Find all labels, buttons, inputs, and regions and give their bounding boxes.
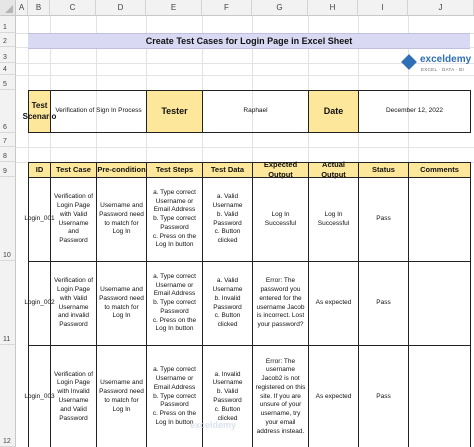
row-header-3[interactable]: [0, 47, 16, 63]
row-header-9[interactable]: [0, 162, 16, 177]
row-header-10[interactable]: [0, 177, 16, 261]
col-header-g[interactable]: G: [252, 0, 308, 16]
row-header-7[interactable]: [0, 133, 16, 147]
table-cell-status[interactable]: Pass: [358, 261, 409, 346]
row-number: 3: [3, 54, 7, 61]
exceldemy-logo-icon: [401, 54, 417, 70]
col-header-f[interactable]: F: [202, 0, 252, 16]
gridline: [16, 147, 474, 148]
header-comments[interactable]: Comments: [408, 162, 471, 178]
row-number: 10: [3, 252, 11, 259]
row-header-8[interactable]: [0, 147, 16, 162]
row-number: 11: [3, 336, 11, 343]
table-cell-actual[interactable]: Log In Successful: [308, 177, 359, 262]
table-cell-expected[interactable]: Error: The username Jacob2 is not registered on this site. If you are unsure of your username, try your email address instead.: [252, 345, 309, 447]
row-number: 1: [3, 24, 7, 31]
header-precondition[interactable]: Pre-condition: [96, 162, 147, 178]
header-expected-output[interactable]: Expected Output: [252, 162, 309, 178]
header-status[interactable]: Status: [358, 162, 409, 178]
table-cell-test-case[interactable]: Verification of Login Page with Invalid Username and Valid Password: [50, 345, 97, 447]
table-cell-id[interactable]: Login_003: [28, 345, 51, 447]
table-cell-steps[interactable]: a. Type correct Username or Email Address b. Type correct Password c. Press on the Log In button: [146, 177, 203, 262]
row-header-2[interactable]: [0, 33, 16, 47]
col-header-d[interactable]: D: [96, 0, 146, 16]
watermark: exceldemy: [190, 420, 237, 430]
row-header-12[interactable]: [0, 345, 16, 447]
table-cell-status[interactable]: Pass: [358, 177, 409, 262]
table-cell-steps[interactable]: a. Type correct Username or Email Address b. Type correct Password c. Press on the Log In button: [146, 345, 203, 447]
header-actual-output[interactable]: Actual Output: [308, 162, 359, 178]
row-number: 9: [3, 168, 7, 175]
table-cell-comments[interactable]: [408, 177, 471, 262]
table-cell-test-case[interactable]: Verification of Login Page with Valid Username and invalid Password: [50, 261, 97, 346]
table-cell-precondition[interactable]: Username and Password need to match for Log In: [96, 345, 147, 447]
row-header-11[interactable]: [0, 261, 16, 345]
col-header-a[interactable]: A: [16, 0, 28, 16]
table-cell-data[interactable]: a. Invalid Username b. Valid Password c. Button clicked: [202, 345, 253, 447]
table-cell-expected[interactable]: Error: The password you entered for the username Jacob is incorrect. Lost your password?: [252, 261, 309, 346]
row-number: 6: [3, 124, 7, 131]
tester-label[interactable]: Tester: [146, 90, 203, 133]
table-cell-comments[interactable]: [408, 345, 471, 447]
row-header-5[interactable]: [0, 75, 16, 90]
row-number: 12: [3, 438, 11, 445]
date-label[interactable]: Date: [308, 90, 359, 133]
table-cell-status[interactable]: Pass: [358, 345, 409, 447]
col-header-c[interactable]: C: [50, 0, 96, 16]
row-number: 8: [3, 153, 7, 160]
header-test-case[interactable]: Test Case: [50, 162, 97, 178]
table-cell-data[interactable]: a. Valid Username b. Valid Password c. Button clicked: [202, 177, 253, 262]
table-cell-id[interactable]: Login_002: [28, 261, 51, 346]
table-cell-precondition[interactable]: Username and Password need to match for Log In: [96, 261, 147, 346]
logo-tagline: EXCEL · DATA · BI: [421, 67, 465, 72]
row-header-6[interactable]: [0, 90, 16, 133]
table-cell-steps[interactable]: a. Type correct Username or Email Address b. Type correct Password c. Press on the Log In button: [146, 261, 203, 346]
tester-value[interactable]: Raphael: [202, 90, 309, 133]
col-header-b[interactable]: B: [28, 0, 50, 16]
row-number: 7: [3, 138, 7, 145]
header-test-data[interactable]: Test Data: [202, 162, 253, 178]
col-header-h[interactable]: H: [308, 0, 358, 16]
header-test-steps[interactable]: Test Steps: [146, 162, 203, 178]
col-header-e[interactable]: E: [146, 0, 202, 16]
select-all-corner[interactable]: [0, 0, 16, 16]
date-value[interactable]: December 12, 2022: [358, 90, 471, 133]
table-cell-expected[interactable]: Log In Successful: [252, 177, 309, 262]
exceldemy-logo: [402, 52, 472, 76]
row-header-4[interactable]: [0, 63, 16, 75]
table-cell-id[interactable]: Login_001: [28, 177, 51, 262]
col-header-i[interactable]: I: [358, 0, 408, 16]
row-number: 4: [3, 66, 7, 73]
table-cell-actual[interactable]: As expected: [308, 345, 359, 447]
header-id[interactable]: ID: [28, 162, 51, 178]
scenario-label[interactable]: Test Scenario: [28, 90, 51, 133]
logo-name: exceldemy: [420, 54, 472, 65]
table-cell-comments[interactable]: [408, 261, 471, 346]
sheet-title[interactable]: Create Test Cases for Login Page in Excel Sheet: [28, 33, 470, 49]
table-cell-precondition[interactable]: Username and Password need to match for Log In: [96, 177, 147, 262]
scenario-value[interactable]: Verification of Sign In Process: [50, 90, 147, 133]
row-header-1[interactable]: [0, 16, 16, 33]
row-number: 5: [3, 81, 7, 88]
table-cell-test-case[interactable]: Verification of Login Page with Valid Username and Password: [50, 177, 97, 262]
table-cell-actual[interactable]: As expected: [308, 261, 359, 346]
row-number: 2: [3, 38, 7, 45]
table-cell-data[interactable]: a. Valid Username b. Invalid Password c. Button clicked: [202, 261, 253, 346]
col-header-j[interactable]: J: [408, 0, 474, 16]
